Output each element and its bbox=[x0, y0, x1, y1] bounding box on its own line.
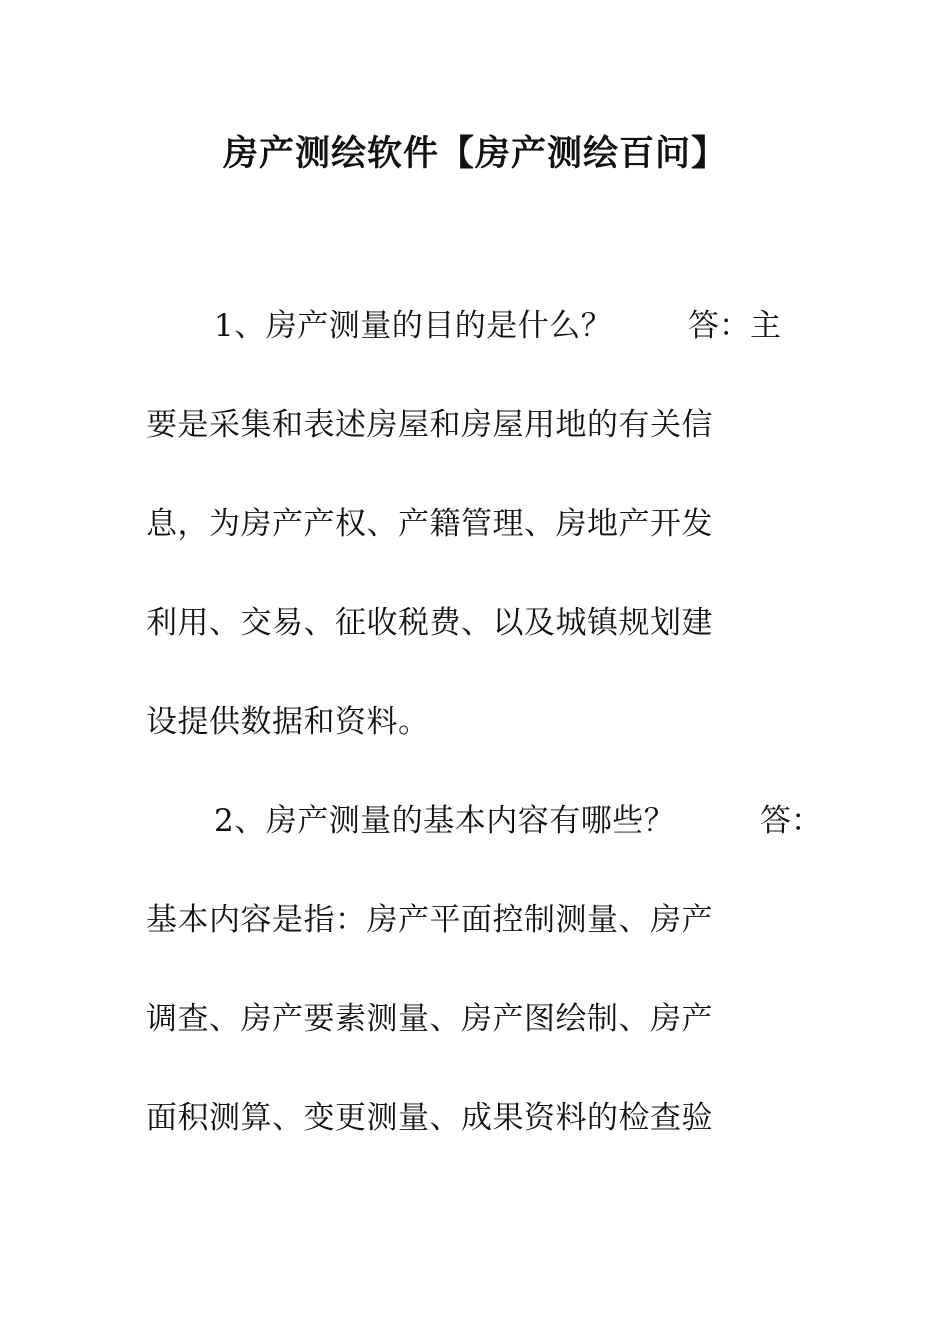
paragraph-line: 面积测算、变更测量、成果资料的检查验 bbox=[146, 1100, 713, 1136]
paragraph-line: 基本内容是指：房产平面控制测量、房产 bbox=[146, 902, 713, 938]
question-2-text: 2、房产测量的基本内容有哪些？ bbox=[214, 803, 676, 839]
question-1-text: 1、房产测量的目的是什么？ bbox=[214, 308, 613, 344]
answer-1-label: 答：主 bbox=[688, 308, 781, 344]
answer-2-label: 答： bbox=[760, 803, 822, 839]
paragraph-line: 调查、房产要素测量、房产图绘制、房产 bbox=[146, 1001, 713, 1037]
document-title: 房产测绘软件【房产测绘百问】 bbox=[222, 133, 727, 174]
paragraph-line: 设提供数据和资料。 bbox=[146, 704, 430, 740]
paragraph-line: 利用、交易、征收税费、以及城镇规划建 bbox=[146, 605, 713, 641]
paragraph-line: 息，为房产产权、产籍管理、房地产开发 bbox=[146, 506, 713, 542]
paragraph-line: 要是采集和表述房屋和房屋用地的有关信 bbox=[146, 407, 713, 443]
